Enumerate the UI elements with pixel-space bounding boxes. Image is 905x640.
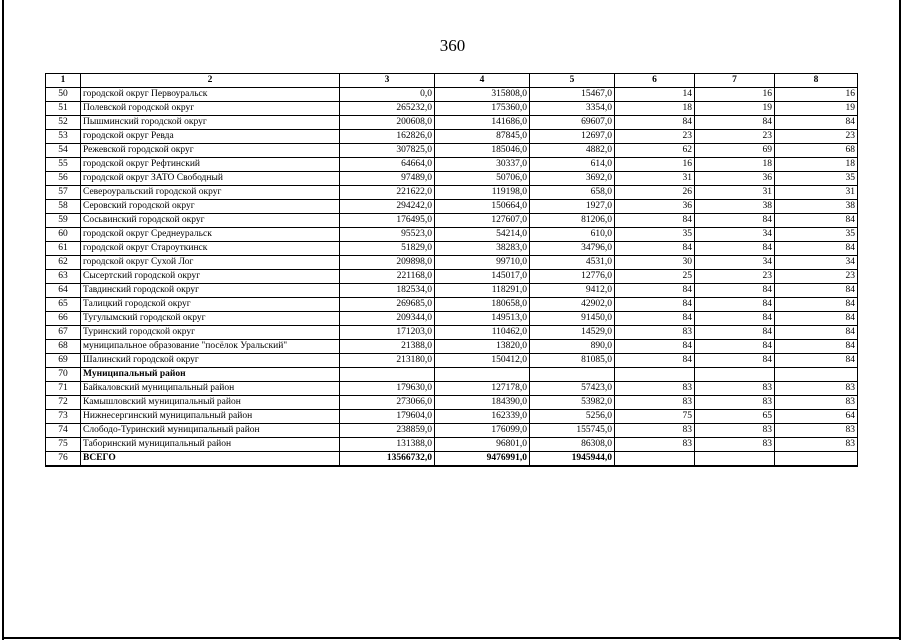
- value-cell: 162339,0: [435, 410, 530, 424]
- value-cell: 1945944,0: [530, 452, 615, 467]
- value-cell: 84: [695, 214, 775, 228]
- municipality-name-cell: Сосьвинский городской округ: [81, 214, 340, 228]
- municipality-name-cell: Североуральский городской округ: [81, 186, 340, 200]
- column-header: 3: [340, 74, 435, 88]
- table-row: [46, 186, 858, 200]
- value-cell: 182534,0: [340, 284, 435, 298]
- value-cell: 35: [775, 228, 858, 242]
- value-cell: 23: [775, 130, 858, 144]
- value-cell: 16: [615, 158, 695, 172]
- value-cell: 81085,0: [530, 354, 615, 368]
- row-number-cell: 72: [46, 396, 81, 410]
- column-header: 7: [695, 74, 775, 88]
- value-cell: 38283,0: [435, 242, 530, 256]
- row-number-cell: 55: [46, 158, 81, 172]
- value-cell: 0,0: [340, 88, 435, 102]
- value-cell: 26: [615, 186, 695, 200]
- value-cell: 62: [615, 144, 695, 158]
- table-row: [46, 172, 858, 186]
- value-cell: 149513,0: [435, 312, 530, 326]
- value-cell: 84: [615, 214, 695, 228]
- page-border-left: [2, 0, 4, 640]
- value-cell: 34: [775, 256, 858, 270]
- value-cell: 31: [695, 186, 775, 200]
- value-cell: 171203,0: [340, 326, 435, 340]
- value-cell: 42902,0: [530, 298, 615, 312]
- value-cell: 184390,0: [435, 396, 530, 410]
- value-cell: 213180,0: [340, 354, 435, 368]
- table-row: [46, 368, 858, 382]
- value-cell: 75: [615, 410, 695, 424]
- value-cell: 175360,0: [435, 102, 530, 116]
- value-cell: 30337,0: [435, 158, 530, 172]
- value-cell: 294242,0: [340, 200, 435, 214]
- value-cell: 96801,0: [435, 438, 530, 452]
- value-cell: 23: [615, 130, 695, 144]
- value-cell: 83: [695, 396, 775, 410]
- table-row: [46, 410, 858, 424]
- value-cell: 84: [775, 284, 858, 298]
- value-cell: 99710,0: [435, 256, 530, 270]
- municipality-name-cell: Серовский городской округ: [81, 200, 340, 214]
- page-number: 360: [439, 36, 466, 55]
- value-cell: 273066,0: [340, 396, 435, 410]
- value-cell: 36: [615, 200, 695, 214]
- value-cell: 13566732,0: [340, 452, 435, 467]
- row-number-cell: 63: [46, 270, 81, 284]
- value-cell: 19: [695, 102, 775, 116]
- value-cell: 1927,0: [530, 200, 615, 214]
- value-cell: 307825,0: [340, 144, 435, 158]
- value-cell: 14: [615, 88, 695, 102]
- municipality-name-cell: ВСЕГО: [81, 452, 340, 467]
- row-number-cell: 51: [46, 102, 81, 116]
- value-cell: 84: [695, 284, 775, 298]
- value-cell: 68: [775, 144, 858, 158]
- value-cell: 69: [695, 144, 775, 158]
- row-number-cell: 52: [46, 116, 81, 130]
- row-number-cell: 71: [46, 382, 81, 396]
- value-cell: 83: [695, 382, 775, 396]
- table-row: [46, 382, 858, 396]
- municipality-name-cell: городской округ Староуткинск: [81, 242, 340, 256]
- municipality-name-cell: Шалинский городской округ: [81, 354, 340, 368]
- value-cell: 84: [775, 242, 858, 256]
- page-border-right: [899, 0, 901, 640]
- value-cell: 35: [775, 172, 858, 186]
- column-header: 1: [46, 74, 81, 88]
- municipality-name-cell: Сысертский городской округ: [81, 270, 340, 284]
- value-cell: 83: [615, 382, 695, 396]
- value-cell: 65: [695, 410, 775, 424]
- value-cell: 18: [615, 102, 695, 116]
- table-row: [46, 284, 858, 298]
- value-cell: 83: [775, 438, 858, 452]
- row-number-cell: 60: [46, 228, 81, 242]
- value-cell: 141686,0: [435, 116, 530, 130]
- municipality-name-cell: Режевской городской округ: [81, 144, 340, 158]
- municipality-name-cell: городской округ Ревда: [81, 130, 340, 144]
- value-cell: 84: [775, 214, 858, 228]
- municipality-name-cell: Байкаловский муниципальный район: [81, 382, 340, 396]
- table-row: [46, 270, 858, 284]
- value-cell: 238859,0: [340, 424, 435, 438]
- value-cell: 180658,0: [435, 298, 530, 312]
- value-cell: 83: [615, 326, 695, 340]
- value-cell: 221622,0: [340, 186, 435, 200]
- column-header: 4: [435, 74, 530, 88]
- value-cell: 84: [695, 116, 775, 130]
- municipality-name-cell: муниципальное образование "посёлок Уральский": [81, 340, 340, 354]
- value-cell: [775, 452, 858, 467]
- municipality-name-cell: Тугулымский городской округ: [81, 312, 340, 326]
- value-cell: 86308,0: [530, 438, 615, 452]
- value-cell: 64: [775, 410, 858, 424]
- value-cell: 315808,0: [435, 88, 530, 102]
- municipality-name-cell: городской округ Сухой Лог: [81, 256, 340, 270]
- value-cell: 34796,0: [530, 242, 615, 256]
- value-cell: [695, 368, 775, 382]
- value-cell: [615, 368, 695, 382]
- value-cell: [775, 368, 858, 382]
- municipality-name-cell: Пышминский городской округ: [81, 116, 340, 130]
- value-cell: 127607,0: [435, 214, 530, 228]
- value-cell: 84: [615, 298, 695, 312]
- table-row: [46, 214, 858, 228]
- column-header: 2: [81, 74, 340, 88]
- value-cell: 53982,0: [530, 396, 615, 410]
- value-cell: 84: [695, 298, 775, 312]
- value-cell: 95523,0: [340, 228, 435, 242]
- value-cell: 87845,0: [435, 130, 530, 144]
- table-row: [46, 424, 858, 438]
- value-cell: 185046,0: [435, 144, 530, 158]
- value-cell: 51829,0: [340, 242, 435, 256]
- value-cell: 118291,0: [435, 284, 530, 298]
- value-cell: 221168,0: [340, 270, 435, 284]
- column-header: 8: [775, 74, 858, 88]
- value-cell: 84: [775, 298, 858, 312]
- row-number-cell: 68: [46, 340, 81, 354]
- value-cell: 150664,0: [435, 200, 530, 214]
- value-cell: 54214,0: [435, 228, 530, 242]
- row-number-cell: 75: [46, 438, 81, 452]
- row-number-cell: 53: [46, 130, 81, 144]
- value-cell: 658,0: [530, 186, 615, 200]
- value-cell: 269685,0: [340, 298, 435, 312]
- value-cell: 9412,0: [530, 284, 615, 298]
- value-cell: 19: [775, 102, 858, 116]
- value-cell: 18: [775, 158, 858, 172]
- table-row: [46, 102, 858, 116]
- table-row: [46, 144, 858, 158]
- value-cell: 34: [695, 228, 775, 242]
- value-cell: 50706,0: [435, 172, 530, 186]
- value-cell: 64664,0: [340, 158, 435, 172]
- value-cell: 84: [695, 242, 775, 256]
- municipality-name-cell: Тавдинский городской округ: [81, 284, 340, 298]
- value-cell: 84: [775, 340, 858, 354]
- table-row: [46, 228, 858, 242]
- value-cell: 84: [615, 284, 695, 298]
- value-cell: 119198,0: [435, 186, 530, 200]
- row-number-cell: 61: [46, 242, 81, 256]
- row-number-cell: 50: [46, 88, 81, 102]
- row-number-cell: 67: [46, 326, 81, 340]
- table-row: [46, 130, 858, 144]
- value-cell: 4882,0: [530, 144, 615, 158]
- value-cell: 179630,0: [340, 382, 435, 396]
- value-cell: 131388,0: [340, 438, 435, 452]
- row-number-cell: 62: [46, 256, 81, 270]
- value-cell: 31: [775, 186, 858, 200]
- value-cell: 265232,0: [340, 102, 435, 116]
- municipality-name-cell: городской округ ЗАТО Свободный: [81, 172, 340, 186]
- municipality-name-cell: Нижнесергинский муниципальный район: [81, 410, 340, 424]
- table-row: [46, 452, 858, 467]
- header-row: [46, 74, 858, 88]
- value-cell: 84: [775, 116, 858, 130]
- row-number-cell: 76: [46, 452, 81, 467]
- value-cell: 14529,0: [530, 326, 615, 340]
- value-cell: 5256,0: [530, 410, 615, 424]
- value-cell: 209898,0: [340, 256, 435, 270]
- value-cell: 83: [615, 438, 695, 452]
- value-cell: 23: [695, 270, 775, 284]
- value-cell: 614,0: [530, 158, 615, 172]
- municipality-name-cell: городской округ Первоуральск: [81, 88, 340, 102]
- table-row: [46, 88, 858, 102]
- value-cell: 84: [775, 312, 858, 326]
- value-cell: 16: [775, 88, 858, 102]
- value-cell: 155745,0: [530, 424, 615, 438]
- value-cell: 4531,0: [530, 256, 615, 270]
- value-cell: 13820,0: [435, 340, 530, 354]
- value-cell: 3692,0: [530, 172, 615, 186]
- table-row: [46, 256, 858, 270]
- value-cell: 12697,0: [530, 130, 615, 144]
- municipality-name-cell: Камышловский муниципальный район: [81, 396, 340, 410]
- value-cell: 176495,0: [340, 214, 435, 228]
- value-cell: 83: [775, 424, 858, 438]
- row-number-cell: 54: [46, 144, 81, 158]
- value-cell: 83: [695, 438, 775, 452]
- value-cell: 610,0: [530, 228, 615, 242]
- value-cell: 18: [695, 158, 775, 172]
- value-cell: 110462,0: [435, 326, 530, 340]
- value-cell: 38: [695, 200, 775, 214]
- row-number-cell: 74: [46, 424, 81, 438]
- column-header: 6: [615, 74, 695, 88]
- value-cell: 84: [775, 354, 858, 368]
- value-cell: 23: [775, 270, 858, 284]
- value-cell: 84: [615, 354, 695, 368]
- row-number-cell: 56: [46, 172, 81, 186]
- value-cell: 209344,0: [340, 312, 435, 326]
- row-number-cell: 70: [46, 368, 81, 382]
- value-cell: 30: [615, 256, 695, 270]
- column-header: 5: [530, 74, 615, 88]
- value-cell: 84: [695, 354, 775, 368]
- value-cell: 145017,0: [435, 270, 530, 284]
- value-cell: 12776,0: [530, 270, 615, 284]
- value-cell: 84: [695, 326, 775, 340]
- table-row: [46, 312, 858, 326]
- value-cell: 25: [615, 270, 695, 284]
- table-row: [46, 354, 858, 368]
- value-cell: 3354,0: [530, 102, 615, 116]
- value-cell: [340, 368, 435, 382]
- table-row: [46, 298, 858, 312]
- value-cell: 84: [615, 312, 695, 326]
- table-row: [46, 242, 858, 256]
- table-row: [46, 158, 858, 172]
- municipality-name-cell: Талицкий городской округ: [81, 298, 340, 312]
- value-cell: 162826,0: [340, 130, 435, 144]
- row-number-cell: 58: [46, 200, 81, 214]
- value-cell: 890,0: [530, 340, 615, 354]
- table-row: [46, 396, 858, 410]
- table-body: [46, 88, 858, 467]
- municipality-name-cell: городской округ Рефтинский: [81, 158, 340, 172]
- row-number-cell: 65: [46, 298, 81, 312]
- value-cell: 150412,0: [435, 354, 530, 368]
- value-cell: 81206,0: [530, 214, 615, 228]
- row-number-cell: 73: [46, 410, 81, 424]
- value-cell: 200608,0: [340, 116, 435, 130]
- value-cell: 35: [615, 228, 695, 242]
- municipality-name-cell: Таборинский муниципальный район: [81, 438, 340, 452]
- value-cell: 15467,0: [530, 88, 615, 102]
- municipality-name-cell: городской округ Среднеуральск: [81, 228, 340, 242]
- value-cell: 179604,0: [340, 410, 435, 424]
- table-row: [46, 200, 858, 214]
- value-cell: 83: [775, 382, 858, 396]
- value-cell: 97489,0: [340, 172, 435, 186]
- page-border-bottom: [2, 637, 901, 639]
- value-cell: 84: [695, 340, 775, 354]
- value-cell: 57423,0: [530, 382, 615, 396]
- municipality-name-cell: Полевской городской округ: [81, 102, 340, 116]
- value-cell: 83: [615, 396, 695, 410]
- value-cell: 31: [615, 172, 695, 186]
- municipality-name-cell: Туринский городской округ: [81, 326, 340, 340]
- table-row: [46, 340, 858, 354]
- value-cell: 21388,0: [340, 340, 435, 354]
- value-cell: [530, 368, 615, 382]
- data-table: [45, 73, 858, 467]
- value-cell: 16: [695, 88, 775, 102]
- value-cell: [695, 452, 775, 467]
- municipality-name-cell: Слободо-Туринский муниципальный район: [81, 424, 340, 438]
- table-row: [46, 326, 858, 340]
- value-cell: 84: [615, 242, 695, 256]
- table-row: [46, 438, 858, 452]
- value-cell: 83: [695, 424, 775, 438]
- row-number-cell: 57: [46, 186, 81, 200]
- table-row: [46, 116, 858, 130]
- value-cell: 91450,0: [530, 312, 615, 326]
- value-cell: 36: [695, 172, 775, 186]
- value-cell: 23: [695, 130, 775, 144]
- value-cell: 127178,0: [435, 382, 530, 396]
- value-cell: 9476991,0: [435, 452, 530, 467]
- value-cell: 83: [775, 396, 858, 410]
- row-number-cell: 69: [46, 354, 81, 368]
- municipality-name-cell: Муниципальный район: [81, 368, 340, 382]
- value-cell: 84: [775, 326, 858, 340]
- value-cell: 84: [615, 116, 695, 130]
- value-cell: 83: [615, 424, 695, 438]
- row-number-cell: 59: [46, 214, 81, 228]
- value-cell: 38: [775, 200, 858, 214]
- value-cell: 176099,0: [435, 424, 530, 438]
- value-cell: 69607,0: [530, 116, 615, 130]
- value-cell: 84: [695, 312, 775, 326]
- row-number-cell: 64: [46, 284, 81, 298]
- value-cell: [615, 452, 695, 467]
- row-number-cell: 66: [46, 312, 81, 326]
- value-cell: 34: [695, 256, 775, 270]
- value-cell: 84: [615, 340, 695, 354]
- value-cell: [435, 368, 530, 382]
